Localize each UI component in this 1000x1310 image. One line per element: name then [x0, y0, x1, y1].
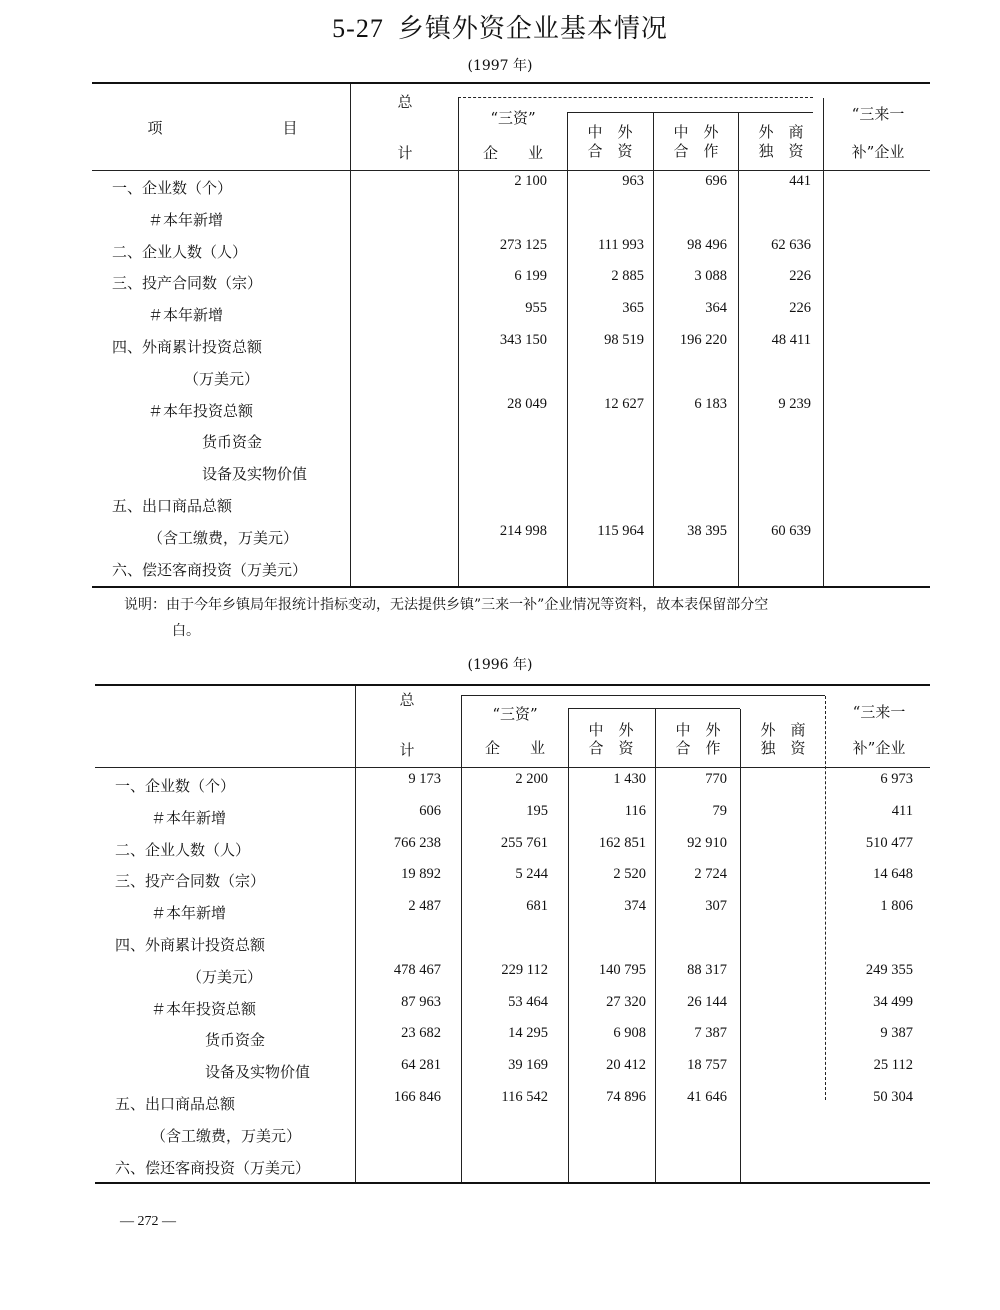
table2-year: (1996 年)	[467, 657, 533, 673]
cell-slyb: 249 355	[865, 961, 913, 978]
header-item-a: 项	[147, 119, 163, 137]
row-label: 三、投产合同数（宗）	[115, 872, 266, 891]
header-total: 计	[397, 144, 413, 162]
cell-jv: 2 885	[611, 268, 644, 285]
table2-col-divider	[355, 686, 356, 1182]
cell-total: 766 238	[393, 834, 441, 851]
row-label: 一、企业数（个）	[112, 179, 233, 197]
cell-sanzi: 2 200	[515, 771, 548, 787]
header-joint-venture: 合 资	[587, 142, 633, 160]
cell-jv: 116	[624, 802, 646, 819]
cell-slyb: 1 806	[880, 898, 913, 915]
row-label: 四、外商累计投资总额	[115, 936, 266, 954]
row-label: 六、偿还客商投资（万美元）	[112, 560, 308, 579]
header-joint-venture: 合 资	[588, 739, 634, 757]
row-label: 设备及实物价值	[205, 1063, 311, 1082]
header-foreign-owned: 外 商	[758, 123, 804, 141]
cell-foreign: 441	[789, 173, 811, 189]
header-slyb: “三来一	[851, 105, 905, 123]
cell-coop: 307	[705, 898, 727, 915]
cell-sanzi: 116 542	[501, 1089, 548, 1105]
table2-sanzi-rule	[461, 695, 825, 696]
cell-sanzi: 53 464	[508, 993, 548, 1010]
cell-jv: 365	[622, 300, 644, 317]
table2-col-divider	[461, 696, 462, 1182]
page-number: — 272 —	[120, 1214, 176, 1229]
cell-foreign: 60 639	[771, 522, 811, 539]
row-label: （万美元）	[187, 967, 263, 986]
header-total: 总	[399, 691, 415, 709]
cell-jv: 12 627	[604, 395, 644, 412]
cell-total: 478 467	[393, 961, 441, 978]
row-label: 一、企业数（个）	[115, 777, 236, 795]
row-label: ＃本年新增	[148, 210, 224, 229]
table1-sanzi-rule	[458, 97, 813, 98]
page-title: 5-27 乡镇外资企业基本情况	[332, 14, 668, 44]
cell-total: 9 173	[408, 771, 441, 787]
row-label: 二、企业人数（人）	[112, 242, 248, 261]
cell-sanzi: 2 100	[514, 173, 547, 189]
header-slyb: 补”企业	[852, 739, 906, 757]
cell-coop: 79	[712, 802, 727, 819]
row-label: 三、投产合同数（宗）	[112, 274, 263, 293]
cell-total: 2 487	[408, 898, 441, 915]
row-label: 六、偿还客商投资（万美元）	[115, 1158, 311, 1177]
header-foreign-owned: 独 资	[758, 142, 804, 160]
cell-jv: 98 519	[604, 332, 644, 348]
cell-coop: 696	[705, 173, 727, 189]
cell-jv: 115 964	[597, 522, 644, 539]
cell-total: 87 963	[401, 993, 441, 1010]
cell-foreign: 226	[789, 268, 811, 285]
cell-jv: 374	[624, 898, 646, 915]
cell-coop: 38 395	[687, 522, 727, 539]
table1-top-rule	[92, 82, 930, 84]
header-total: 计	[399, 741, 415, 759]
cell-coop: 7 387	[694, 1025, 727, 1042]
row-label: （含工缴费，万美元）	[151, 1126, 302, 1145]
row-label: 设备及实物价值	[202, 465, 308, 484]
row-label: ＃本年新增	[151, 808, 227, 827]
cell-sanzi: 39 169	[508, 1057, 548, 1074]
table1-year: (1997 年)	[467, 58, 533, 74]
cell-coop: 18 757	[687, 1057, 727, 1074]
table1-note	[124, 592, 944, 644]
cell-jv: 1 430	[613, 771, 646, 787]
cell-sanzi: 955	[525, 300, 547, 317]
header-joint-venture: 中 外	[587, 123, 633, 141]
cell-sanzi: 255 761	[500, 834, 548, 851]
cell-slyb: 25 112	[873, 1057, 913, 1074]
cell-jv: 111 993	[597, 236, 644, 253]
cell-sanzi: 681	[526, 898, 548, 915]
cell-slyb: 510 477	[865, 834, 913, 851]
cell-coop: 98 496	[687, 236, 727, 253]
table2-sub-rule	[568, 708, 740, 709]
row-label: （万美元）	[184, 369, 260, 388]
table1-header-rule	[92, 170, 930, 171]
cell-jv: 74 896	[606, 1089, 646, 1105]
cell-slyb: 34 499	[873, 993, 913, 1010]
table1-col-divider	[350, 84, 351, 586]
cell-foreign: 9 239	[778, 395, 811, 412]
cell-jv: 2 520	[613, 866, 646, 883]
cell-slyb: 14 648	[873, 866, 913, 883]
cell-total: 23 682	[401, 1025, 441, 1042]
table2-bottom-rule	[95, 1182, 930, 1184]
cell-coop: 770	[705, 771, 727, 787]
header-slyb: “三来一	[852, 703, 906, 721]
row-label: ＃本年投资总额	[148, 401, 254, 420]
cell-sanzi: 214 998	[499, 522, 547, 539]
row-label: 五、出口商品总额	[115, 1095, 236, 1113]
table1-sub-rule	[567, 112, 813, 113]
cell-foreign: 48 411	[771, 332, 811, 348]
cell-coop: 41 646	[687, 1089, 727, 1105]
note-line: 说明：由于今年乡镇局年报统计指标变动，无法提供乡镇”三来一补”企业情况等资料，故本表保留部分空	[124, 597, 769, 613]
cell-sanzi: 14 295	[508, 1025, 548, 1042]
header-foreign-owned: 独 资	[760, 739, 806, 757]
header-item-b: 目	[282, 119, 298, 137]
header-sanzi: 企 业	[482, 144, 543, 162]
header-cooperative: 中 外	[675, 721, 721, 739]
row-label: ＃本年新增	[148, 306, 224, 325]
cell-slyb: 6 973	[880, 771, 913, 787]
cell-foreign: 226	[789, 300, 811, 317]
cell-sanzi: 229 112	[501, 961, 548, 978]
cell-jv: 6 908	[613, 1025, 646, 1042]
header-foreign-owned: 外 商	[760, 721, 806, 739]
row-label: 货币资金	[202, 433, 263, 452]
cell-jv: 140 795	[598, 961, 646, 978]
cell-total: 64 281	[401, 1057, 441, 1074]
table2-col-divider	[740, 709, 741, 1182]
cell-jv: 27 320	[606, 993, 646, 1010]
cell-total: 19 892	[401, 866, 441, 883]
header-sanzi: “三资”	[490, 109, 536, 127]
cell-foreign: 62 636	[771, 236, 811, 253]
row-label: 二、企业人数（人）	[115, 840, 251, 859]
cell-coop: 26 144	[687, 993, 727, 1010]
header-total: 总	[397, 93, 413, 111]
cell-coop: 2 724	[694, 866, 727, 883]
cell-total: 166 846	[393, 1089, 441, 1105]
row-label: ＃本年新增	[151, 904, 227, 923]
cell-total: 606	[419, 802, 441, 819]
cell-slyb: 411	[891, 802, 913, 819]
header-cooperative: 中 外	[673, 123, 719, 141]
cell-coop: 364	[705, 300, 727, 317]
cell-sanzi: 195	[526, 802, 548, 819]
note-line: 白。	[172, 623, 200, 639]
cell-sanzi: 343 150	[499, 332, 547, 348]
row-label: 四、外商累计投资总额	[112, 338, 263, 356]
cell-coop: 92 910	[687, 834, 727, 851]
cell-jv: 963	[622, 173, 644, 189]
row-label: （含工缴费，万美元）	[148, 528, 299, 547]
cell-coop: 196 220	[679, 332, 727, 348]
table1-col-divider	[823, 98, 824, 586]
cell-sanzi: 6 199	[514, 268, 547, 285]
cell-coop: 88 317	[687, 961, 727, 978]
row-label: 五、出口商品总额	[112, 497, 233, 515]
header-cooperative: 合 作	[675, 739, 721, 757]
cell-jv: 162 851	[598, 834, 646, 851]
table2-header-rule	[95, 767, 930, 768]
table1-bottom-rule	[92, 586, 930, 588]
cell-slyb: 50 304	[873, 1089, 913, 1105]
cell-sanzi: 28 049	[507, 395, 547, 412]
cell-coop: 3 088	[694, 268, 727, 285]
header-cooperative: 合 作	[673, 142, 719, 160]
header-slyb: 补”企业	[851, 143, 905, 161]
cell-sanzi: 5 244	[515, 866, 548, 883]
row-label: ＃本年投资总额	[151, 999, 257, 1018]
header-sanzi: “三资”	[492, 705, 538, 723]
row-label: 货币资金	[205, 1031, 266, 1050]
cell-jv: 20 412	[606, 1057, 646, 1074]
table2-top-rule	[95, 684, 930, 686]
cell-slyb: 9 387	[880, 1025, 913, 1042]
cell-sanzi: 273 125	[499, 236, 547, 253]
header-joint-venture: 中 外	[588, 721, 634, 739]
cell-coop: 6 183	[694, 395, 727, 412]
header-sanzi: 企 业	[484, 739, 545, 757]
